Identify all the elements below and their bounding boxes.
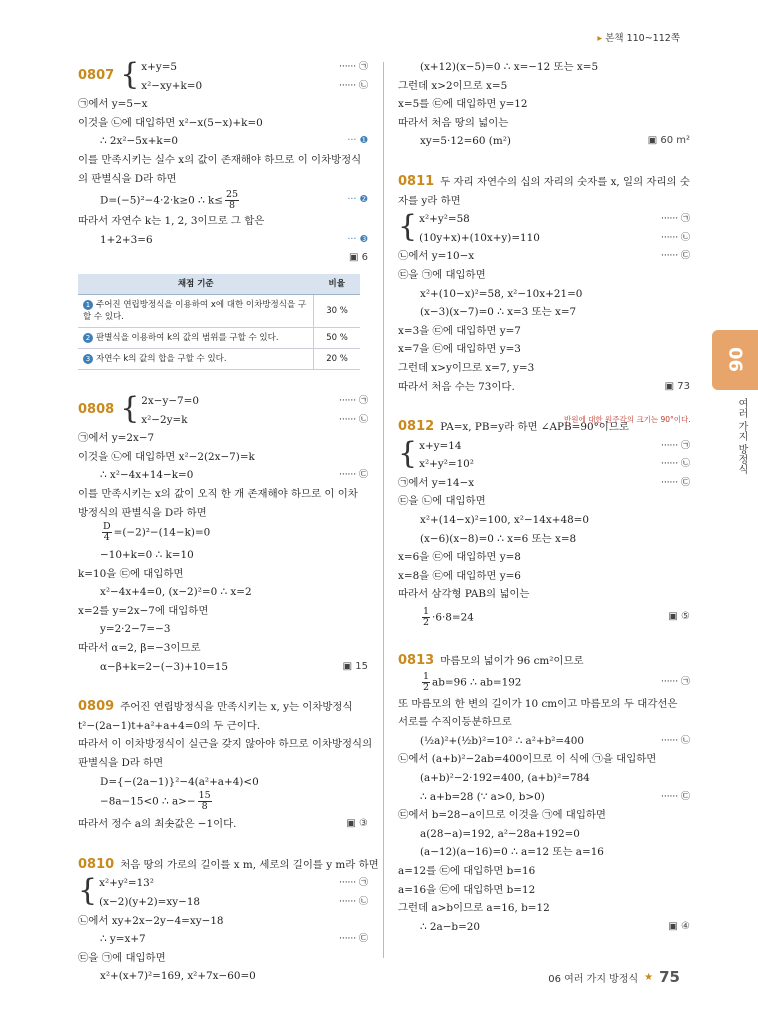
book-ref-text: 본책 110~112쪽 (605, 33, 680, 44)
answer-box: ▣ ⑤ (668, 610, 690, 622)
step-marker: ··· ❷ (347, 193, 368, 205)
solution-line (78, 522, 368, 546)
solution-line: ㉢을 ㉠에 대입하면 (78, 951, 166, 964)
problem-text: 마름모의 넓이가 96 cm²이므로 (440, 655, 584, 668)
answer-box: ▣ ④ (668, 920, 690, 932)
solution-line (78, 791, 368, 815)
problem-text: 주어진 연립방정식을 만족시키는 x, y는 이차방정식 (120, 701, 353, 714)
solution-line: 이를 만족시키는 실수 x의 값이 존재해야 하므로 이 이차방정식 (78, 153, 362, 166)
equation-tag: ······ ㉢ (338, 934, 368, 945)
table-row (78, 348, 360, 369)
table-cell: 자연수 k의 값의 합을 구할 수 있다. (96, 353, 227, 364)
solution-line: 따라서 처음 수는 73이다. (398, 380, 515, 393)
solution-line: x=3을 ㉢에 대입하면 y=7 (398, 324, 521, 337)
equation: x+y=14 (419, 439, 462, 452)
problem-text: 두 자리 자연수의 십의 자리의 숫자를 x, 일의 자리의 숫 (440, 175, 690, 188)
equation: 2x−y−7=0 (141, 394, 199, 407)
solution-line: (a−12)(a−16)=0 ∴ a=12 또는 a=16 (420, 846, 604, 859)
step-marker: ··· ❶ (347, 135, 368, 147)
answer-box: ▣ 60 m² (647, 135, 690, 147)
formula: ab=96 ∴ ab=192 (432, 676, 522, 689)
solution-line: ㉢을 ㉠에 대입하면 (398, 268, 486, 281)
problem-0811 (398, 173, 690, 396)
right-column (398, 58, 690, 936)
answer-box: ▣ ③ (346, 818, 368, 830)
problem-0812 (398, 418, 690, 630)
equation-tag: ······ ㉡ (338, 80, 368, 91)
solution-line: (½a)²+(½b)²=10² ∴ a²+b²=400 (420, 734, 584, 747)
equation: x²−2y=k (141, 413, 188, 426)
solution-line (100, 190, 241, 211)
equation-tag: ······ ㉢ (660, 251, 690, 262)
equation-tag: ······ ㉡ (338, 414, 368, 425)
fraction (422, 672, 430, 693)
problem-0807 (78, 58, 368, 370)
table-row (78, 294, 360, 327)
solution-line: x=5를 ㉢에 대입하면 y=12 (398, 98, 528, 111)
problem-number: 0812 (398, 419, 435, 435)
numerator: D (103, 521, 111, 533)
denominator: 8 (201, 801, 208, 813)
star-icon: ★ (644, 971, 654, 983)
problem-0810 (78, 856, 379, 986)
solution-line: 이것을 ㉡에 대입하면 x²−2(2x−7)=k (78, 450, 255, 463)
solution-line: 판별식을 D라 하면 (78, 757, 164, 770)
solution-line: D={−(2a−1)}²−4(a²+a+4)<0 (100, 775, 259, 788)
fraction (102, 522, 112, 543)
equation-system (78, 58, 368, 95)
solution-line (420, 672, 521, 693)
table-header: 채점 기준 (78, 274, 314, 295)
equation: x²−xy+k=0 (141, 79, 203, 92)
solution-line: x=8을 ㉢에 대입하면 y=6 (398, 569, 521, 582)
solution-line: x=7을 ㉢에 대입하면 y=3 (398, 343, 521, 356)
solution-line: 이를 만족시키는 x의 값이 오직 한 개 존재해야 하므로 이 이차 (78, 487, 358, 500)
answer-box: ▣ 15 (342, 660, 368, 672)
equation-tag: ······ ㉠ (660, 677, 690, 688)
brace-icon: { (398, 209, 418, 245)
solution-line: (x−6)(x−8)=0 ∴ x=6 또는 x=8 (420, 532, 577, 545)
solution-line: ㉡에서 xy+2x−2y−4=xy−18 (78, 914, 224, 927)
equation-tag: ······ ㉡ (660, 232, 690, 243)
solution-line: ∴ 2a−b=20 (420, 920, 481, 933)
solution-line: ㉢을 ㉡에 대입하면 (398, 495, 486, 508)
solution-line: k=10을 ㉢에 대입하면 (78, 567, 184, 580)
column-divider (383, 62, 384, 958)
solution-line: 따라서 처음 땅의 넓이는 (398, 116, 509, 129)
grading-table (78, 274, 360, 370)
chapter-title: 여러 가지 방정식 (736, 398, 747, 475)
numerator: 15 (198, 790, 211, 802)
denominator: 2 (423, 682, 430, 694)
table-cell: 50 % (314, 327, 361, 348)
problem-0809 (78, 698, 373, 834)
book-reference (597, 30, 680, 44)
equation: x²+y²=10² (419, 458, 474, 471)
chapter-tab: 06 (712, 330, 758, 390)
brace-icon: { (120, 390, 140, 426)
step-marker: ··· ❸ (347, 233, 368, 245)
solution-line: y=2·2−7=−3 (100, 623, 171, 636)
numerator: 1 (423, 671, 430, 683)
solution-line: ∴ x²−4x+14−k=0 (100, 469, 194, 482)
brace-icon: { (398, 435, 418, 471)
problem-number: 0808 (78, 402, 115, 418)
answer-box: ▣ 6 (349, 252, 368, 264)
solution-line: 따라서 정수 a의 최솟값은 −1이다. (78, 818, 237, 831)
solution-line: x²+(x+7)²=169, x²+7x−60=0 (100, 970, 256, 983)
solution-line: 따라서 자연수 k는 1, 2, 3이므로 그 합은 (78, 215, 265, 228)
equation: x²+y²=13² (99, 877, 154, 890)
brace-icon: { (78, 873, 98, 909)
solution-line: (x−3)(x−7)=0 ∴ x=3 또는 x=7 (420, 306, 577, 319)
equation: (x−2)(y+2)=xy−18 (99, 896, 201, 908)
table-row (78, 327, 360, 348)
equation-tag: ······ ㉡ (660, 459, 690, 470)
solution-line: ㉠에서 y=2x−7 (78, 432, 155, 445)
solution-line: x²+(10−x)²=58, x²−10x+21=0 (420, 287, 583, 300)
problem-number: 0813 (398, 653, 435, 669)
denominator: 8 (229, 199, 236, 211)
equation-system (398, 437, 690, 474)
equation-tag: ······ ㉢ (660, 791, 690, 802)
formula: ·6·8=24 (432, 611, 474, 624)
problem-number: 0807 (78, 68, 115, 84)
solution-line: 따라서 이 이차방정식이 실근을 갖지 않아야 하므로 이차방정식의 (78, 738, 373, 751)
problem-0808 (78, 392, 368, 676)
table-cell: 판별식을 이용하여 k의 값의 범위를 구할 수 있다. (96, 332, 279, 343)
formula: D=(−5)²−4·2·k≥0 ∴ k≤ (100, 194, 223, 207)
numerator: 1 (423, 605, 430, 617)
solution-line: x=6을 ㉢에 대입하면 y=8 (398, 551, 521, 564)
solution-line: 방정식의 판별식을 D라 하면 (78, 506, 207, 519)
solution-line: 서로를 수직이등분하므로 (398, 716, 512, 729)
problem-number: 0811 (398, 173, 435, 189)
equation: x+y=5 (141, 61, 178, 73)
table-header: 비율 (314, 274, 361, 295)
brace-icon: { (120, 57, 140, 92)
equation-tag: ······ ㉡ (660, 735, 690, 746)
fraction (422, 607, 430, 628)
solution-line: (x+12)(x−5)=0 ∴ x=−12 또는 x=5 (420, 61, 599, 73)
arrow-icon: ▸ (597, 33, 603, 44)
page-number: 75 (659, 968, 680, 986)
formula: −8a−15<0 ∴ a>− (100, 795, 196, 808)
solution-line: ㉠에서 y=14−x (398, 476, 475, 489)
solution-line: 1+2+3=6 (100, 233, 153, 246)
solution-line: α−β+k=2−(−3)+10=15 (100, 660, 229, 673)
equation-system (398, 210, 690, 247)
problem-number: 0809 (78, 699, 115, 715)
solution-line: x²+(14−x)²=100, x²−14x+48=0 (420, 514, 589, 527)
solution-line: ∴ a+b=28 (∵ a>0, b>0) (420, 790, 545, 803)
denominator: 4 (103, 532, 110, 544)
problem-number: 0810 (78, 856, 115, 872)
solution-line: ㉢에서 b=28−a이므로 이것을 ㉠에 대입하면 (398, 809, 606, 822)
solution-line: 그런데 x>2이므로 x=5 (398, 79, 508, 92)
problem-text: 자를 y라 하면 (398, 194, 461, 207)
equation-tag: ······ ㉢ (338, 470, 368, 481)
table-cell: 주어진 연립방정식을 이용하여 x에 대한 이차방정식을 구할 수 있다. (83, 299, 307, 322)
solution-line (420, 607, 474, 628)
numerator: 25 (226, 188, 239, 200)
equation: (10y+x)+(10x+y)=110 (419, 231, 540, 244)
solution-line: ㉡에서 (a+b)²−2ab=400이므로 이 식에 ㉠을 대입하면 (398, 753, 657, 766)
solution-line: −10+k=0 ∴ k=10 (100, 549, 194, 562)
solution-line: ㉠에서 y=5−x (78, 98, 148, 111)
margin-note: 반원에 대한 원주각의 크기는 90°이다. (564, 415, 691, 424)
problem-0810-continued (398, 58, 690, 151)
equation-tag: ······ ㉠ (660, 440, 690, 451)
problem-text: 처음 땅의 가로의 길이를 x m, 세로의 길이를 y m라 하면 (120, 858, 379, 871)
equation-tag: ······ ㉠ (338, 395, 368, 406)
page-footer (548, 968, 680, 986)
step-number-icon: 2 (83, 333, 93, 343)
equation-tag: ······ ㉠ (338, 62, 368, 72)
table-cell: 30 % (314, 294, 361, 327)
solution-line: a(28−a)=192, a²−28a+192=0 (420, 827, 580, 840)
step-number-icon: 3 (83, 354, 93, 364)
fraction (225, 190, 239, 211)
solution-line: (a+b)²−2·192=400, (a+b)²=784 (420, 772, 590, 784)
solution-line: 의 판별식을 D라 하면 (78, 172, 177, 185)
footer-chapter: 06 여러 가지 방정식 (548, 973, 639, 985)
step-number-icon: 1 (83, 300, 93, 310)
equation-system (78, 392, 368, 429)
problem-0813 (398, 652, 690, 936)
solution-line: 그런데 x>y이므로 x=7, y=3 (398, 361, 535, 374)
equation: x²+y²=58 (419, 213, 470, 226)
problem-text: PA=x, PB=y라 하면 ∠APB=90°이므로 (440, 421, 629, 434)
solution-line: ㉡에서 y=10−x (398, 250, 475, 263)
left-column (78, 57, 379, 986)
fraction (198, 791, 212, 812)
solution-line: 그런데 a>b이므로 a=16, b=12 (398, 902, 550, 915)
solution-line: t²−(2a−1)t+a²+a+4=0의 두 근이다. (78, 719, 261, 732)
solution-line: ∴ y=x+7 (100, 933, 146, 946)
equation-tag: ······ ㉠ (660, 214, 690, 225)
solution-line: x=2를 y=2x−7에 대입하면 (78, 604, 209, 617)
solution-line: 따라서 α=2, β=−3이므로 (78, 642, 201, 655)
solution-line: 따라서 삼각형 PAB의 넓이는 (398, 588, 530, 601)
table-cell: 20 % (314, 348, 361, 369)
formula: =(−2)²−(14−k)=0 (113, 526, 211, 539)
solution-line: a=12를 ㉢에 대입하면 b=16 (398, 864, 536, 877)
equation-tag: ······ ㉡ (338, 897, 368, 907)
solution-line: 이것을 ㉡에 대입하면 x²−x(5−x)+k=0 (78, 116, 263, 129)
equation-system (78, 874, 368, 911)
solution-line: x²−4x+4=0, (x−2)²=0 ∴ x=2 (100, 586, 252, 599)
solution-line: xy=5·12=60 (m²) (420, 135, 511, 148)
solution-line: a=16을 ㉢에 대입하면 b=12 (398, 883, 536, 896)
solution-line: 또 마름모의 한 변의 길이가 10 cm이고 마름모의 두 대각선은 (398, 697, 678, 710)
solution-line: ∴ 2x²−5x+k=0 (100, 135, 179, 148)
equation-tag: ······ ㉠ (338, 878, 368, 889)
equation-tag: ······ ㉢ (660, 477, 690, 488)
denominator: 2 (423, 616, 430, 628)
answer-box: ▣ 73 (664, 380, 690, 392)
